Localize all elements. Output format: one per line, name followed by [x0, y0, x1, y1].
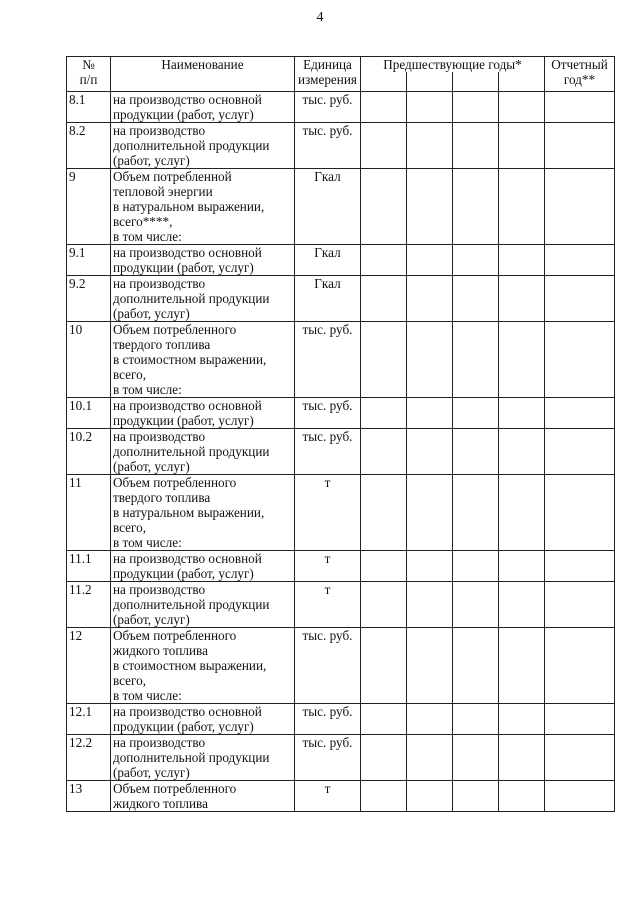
- value-cell: [545, 122, 615, 168]
- row-unit: тыс. руб.: [295, 122, 361, 168]
- value-cell: [499, 122, 545, 168]
- value-cell: [407, 474, 453, 550]
- value-cell: [545, 91, 615, 122]
- value-cell: [453, 91, 499, 122]
- row-unit: Гкал: [295, 168, 361, 244]
- table-row: [67, 428, 615, 474]
- table-row: [67, 321, 615, 397]
- value-cell: [499, 168, 545, 244]
- row-number: 11.1: [67, 550, 111, 581]
- value-cell: [545, 474, 615, 550]
- value-cell: [361, 550, 407, 581]
- value-cell: [361, 734, 407, 780]
- row-name: Объем потребленного твердого топлива в стоимостном выражении, всего, в том числе:: [111, 321, 295, 397]
- value-cell: [361, 321, 407, 397]
- value-cell: [499, 474, 545, 550]
- value-cell: [499, 581, 545, 627]
- value-cell: [361, 397, 407, 428]
- row-name: на производство дополнительной продукции (работ, услуг): [111, 428, 295, 474]
- row-name: на производство основной продукции (работ, услуг): [111, 703, 295, 734]
- value-cell: [453, 244, 499, 275]
- table-row: [67, 703, 615, 734]
- value-cell: [407, 91, 453, 122]
- value-cell: [361, 168, 407, 244]
- value-cell: [361, 122, 407, 168]
- value-cell: [545, 581, 615, 627]
- header-previous-years: Предшествующие годы*: [361, 57, 545, 73]
- row-name: Объем потребленного жидкого топлива в стоимостном выражении, всего, в том числе:: [111, 627, 295, 703]
- value-cell: [499, 397, 545, 428]
- value-cell: [407, 550, 453, 581]
- value-cell: [453, 780, 499, 811]
- value-cell: [545, 168, 615, 244]
- row-unit: тыс. руб.: [295, 397, 361, 428]
- value-cell: [407, 780, 453, 811]
- value-cell: [407, 122, 453, 168]
- row-number: 12.1: [67, 703, 111, 734]
- row-number: 12.2: [67, 734, 111, 780]
- value-cell: [361, 474, 407, 550]
- value-cell: [407, 627, 453, 703]
- row-name: на производство дополнительной продукции (работ, услуг): [111, 734, 295, 780]
- row-number: 13: [67, 780, 111, 811]
- value-cell: [407, 275, 453, 321]
- row-name: на производство основной продукции (работ, услуг): [111, 244, 295, 275]
- row-unit: т: [295, 474, 361, 550]
- value-cell: [407, 734, 453, 780]
- table-row: [67, 275, 615, 321]
- table-body: [67, 91, 615, 811]
- table-row: [67, 780, 615, 811]
- row-number: 8.1: [67, 91, 111, 122]
- row-name: на производство дополнительной продукции (работ, услуг): [111, 275, 295, 321]
- table-row: [67, 581, 615, 627]
- value-cell: [361, 244, 407, 275]
- value-cell: [499, 428, 545, 474]
- value-cell: [499, 780, 545, 811]
- value-cell: [545, 627, 615, 703]
- row-unit: т: [295, 780, 361, 811]
- table-row: [67, 91, 615, 122]
- value-cell: [499, 627, 545, 703]
- row-name: на производство дополнительной продукции (работ, услуг): [111, 122, 295, 168]
- header-name: Наименование: [111, 57, 295, 92]
- value-cell: [361, 275, 407, 321]
- value-cell: [361, 703, 407, 734]
- row-unit: тыс. руб.: [295, 91, 361, 122]
- value-cell: [453, 122, 499, 168]
- header-unit: Единица измерения: [295, 57, 361, 92]
- value-cell: [407, 703, 453, 734]
- value-cell: [453, 581, 499, 627]
- table-row: [67, 168, 615, 244]
- value-cell: [361, 91, 407, 122]
- value-cell: [545, 550, 615, 581]
- value-cell: [361, 627, 407, 703]
- value-cell: [407, 581, 453, 627]
- value-cell: [361, 581, 407, 627]
- value-cell: [545, 275, 615, 321]
- header-num: № п/п: [67, 57, 111, 92]
- row-number: 9: [67, 168, 111, 244]
- value-cell: [407, 244, 453, 275]
- value-cell: [499, 244, 545, 275]
- row-unit: тыс. руб.: [295, 703, 361, 734]
- row-unit: тыс. руб.: [295, 627, 361, 703]
- table-row: [67, 122, 615, 168]
- row-name: Объем потребленного жидкого топлива: [111, 780, 295, 811]
- value-cell: [545, 734, 615, 780]
- row-name: на производство основной продукции (работ, услуг): [111, 550, 295, 581]
- table-row: [67, 397, 615, 428]
- value-cell: [407, 321, 453, 397]
- row-number: 11.2: [67, 581, 111, 627]
- row-number: 9.2: [67, 275, 111, 321]
- year-cell-2: [407, 72, 453, 91]
- value-cell: [453, 734, 499, 780]
- table-row: [67, 550, 615, 581]
- row-number: 9.1: [67, 244, 111, 275]
- value-cell: [453, 321, 499, 397]
- table-row: [67, 734, 615, 780]
- table-row: [67, 474, 615, 550]
- row-number: 10: [67, 321, 111, 397]
- value-cell: [407, 168, 453, 244]
- year-cell-4: [499, 72, 545, 91]
- value-cell: [453, 275, 499, 321]
- value-cell: [545, 244, 615, 275]
- row-name: на производство основной продукции (работ, услуг): [111, 397, 295, 428]
- value-cell: [407, 428, 453, 474]
- row-unit: т: [295, 581, 361, 627]
- value-cell: [545, 780, 615, 811]
- row-unit: т: [295, 550, 361, 581]
- value-cell: [453, 428, 499, 474]
- value-cell: [453, 703, 499, 734]
- row-number: 12: [67, 627, 111, 703]
- value-cell: [499, 91, 545, 122]
- row-unit: тыс. руб.: [295, 321, 361, 397]
- table-row: [67, 244, 615, 275]
- row-number: 10.2: [67, 428, 111, 474]
- value-cell: [545, 321, 615, 397]
- page-number: 4: [316, 10, 324, 25]
- value-cell: [499, 275, 545, 321]
- value-cell: [361, 780, 407, 811]
- row-name: Объем потребленной тепловой энергии в натуральном выражении, всего****, в том числе:: [111, 168, 295, 244]
- header-reporting-year: Отчетный год**: [545, 57, 615, 92]
- value-cell: [361, 428, 407, 474]
- value-cell: [545, 703, 615, 734]
- row-name: на производство основной продукции (работ, услуг): [111, 91, 295, 122]
- row-number: 8.2: [67, 122, 111, 168]
- row-number: 10.1: [67, 397, 111, 428]
- row-unit: тыс. руб.: [295, 734, 361, 780]
- value-cell: [499, 734, 545, 780]
- row-name: Объем потребленного твердого топлива в натуральном выражении, всего, в том числе:: [111, 474, 295, 550]
- year-cell-3: [453, 72, 499, 91]
- value-cell: [545, 428, 615, 474]
- row-unit: Гкал: [295, 244, 361, 275]
- value-cell: [453, 627, 499, 703]
- value-cell: [453, 397, 499, 428]
- row-name: на производство дополнительной продукции (работ, услуг): [111, 581, 295, 627]
- year-cell-1: [361, 72, 407, 91]
- value-cell: [499, 321, 545, 397]
- value-cell: [453, 550, 499, 581]
- value-cell: [499, 550, 545, 581]
- value-cell: [453, 168, 499, 244]
- table-row: [67, 627, 615, 703]
- row-unit: Гкал: [295, 275, 361, 321]
- value-cell: [499, 703, 545, 734]
- row-unit: тыс. руб.: [295, 428, 361, 474]
- value-cell: [453, 474, 499, 550]
- report-table: [66, 56, 615, 812]
- row-number: 11: [67, 474, 111, 550]
- value-cell: [407, 397, 453, 428]
- value-cell: [545, 397, 615, 428]
